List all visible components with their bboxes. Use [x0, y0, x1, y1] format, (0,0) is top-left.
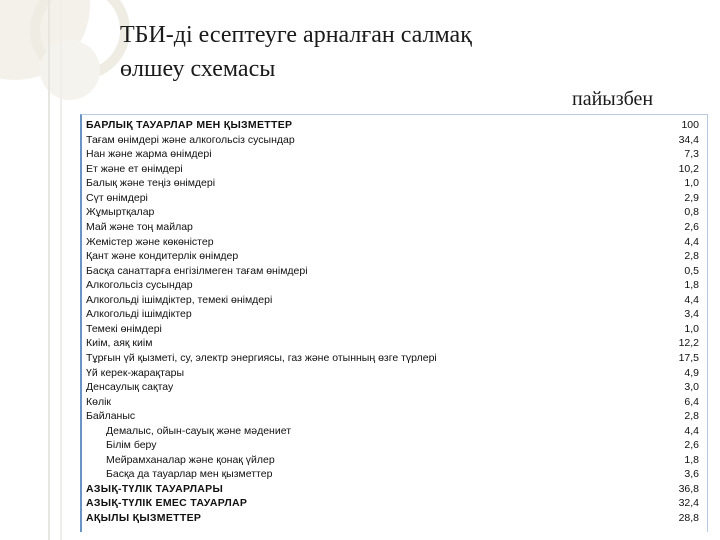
row-label: АЗЫҚ-ТҮЛІК ЕМЕС ТАУАРЛАР: [86, 497, 248, 510]
row-value: 34,4: [678, 133, 699, 146]
row-value: 2,8: [684, 250, 699, 263]
slide-title-line-1: ТБИ-ді есептеуге арналған салмақ: [120, 22, 472, 48]
row-value: 36,8: [678, 482, 699, 495]
decorative-ring: [30, 0, 130, 80]
row-value: 0,5: [684, 264, 699, 277]
table-row: [82, 191, 707, 205]
table-row: [82, 409, 707, 423]
row-value: 2,9: [684, 191, 699, 204]
row-label: Алкогольді ішімдіктер: [86, 308, 192, 321]
row-value: 28,8: [678, 512, 699, 525]
row-value: 3,4: [684, 308, 699, 321]
row-value: 1,0: [684, 177, 699, 190]
table-row: [82, 336, 707, 350]
row-label: Денсаулық сақтау: [86, 381, 174, 394]
row-value: 4,4: [684, 293, 699, 306]
table-row: [82, 234, 707, 248]
table-row: [82, 365, 707, 379]
table-row: [82, 264, 707, 278]
row-label: Көлік: [86, 395, 112, 408]
row-label: Сүт өнімдері: [86, 191, 148, 204]
decorative-circle: [0, 0, 90, 80]
row-value: 2,6: [684, 439, 699, 452]
table-row: [82, 380, 707, 394]
decorative-line: [48, 0, 50, 540]
table-row: [82, 482, 707, 496]
row-value: 2,6: [684, 221, 699, 234]
row-label: Алкогольсіз сусындар: [86, 279, 193, 292]
table-row: [82, 467, 707, 481]
row-value: 3,6: [684, 468, 699, 481]
row-label: Демалыс, ойын-сауық және мәдениет: [106, 424, 292, 437]
table-row: [82, 511, 707, 525]
row-value: 100: [681, 119, 699, 132]
slide-title-line-2: өлшеу схемасы: [120, 56, 276, 82]
row-label: Қант және кондитерлік өнімдер: [86, 250, 239, 263]
row-label: Байланыс: [86, 410, 136, 423]
row-value: 1,0: [684, 322, 699, 335]
row-label: Алкогольді ішімдіктер, темекі өнімдері: [86, 293, 273, 306]
row-label: Тағам өнімдері және алкогольсіз сусындар: [86, 133, 295, 146]
table-row: [82, 394, 707, 408]
table-row: [82, 453, 707, 467]
row-label: Үй керек-жарақтары: [86, 366, 184, 379]
table-row: [82, 307, 707, 321]
weights-table: [80, 114, 708, 532]
table-row: [82, 424, 707, 438]
row-label: Нан және жарма өнімдері: [86, 148, 212, 161]
row-label: БАРЛЫҚ ТАУАРЛАР МЕН ҚЫЗМЕТТЕР: [86, 119, 293, 132]
slide-title: [120, 18, 640, 86]
row-value: 10,2: [678, 162, 699, 175]
row-value: 0,8: [684, 206, 699, 219]
row-value: 32,4: [678, 497, 699, 510]
table-row: [82, 249, 707, 263]
table-row: [82, 293, 707, 307]
unit-label: пайызбен: [572, 88, 654, 110]
row-value: 7,3: [684, 148, 699, 161]
table-row: [82, 438, 707, 452]
decorative-line: [60, 0, 62, 540]
row-label: Балық және теңіз өнімдері: [86, 177, 216, 190]
row-label: Мейрамханалар және қонақ үйлер: [106, 453, 275, 466]
table-row: [82, 322, 707, 336]
row-label: АЗЫҚ-ТҮЛІК ТАУАРЛАРЫ: [86, 482, 224, 495]
row-value: 17,5: [678, 351, 699, 364]
row-label: Ет және ет өнімдері: [86, 162, 183, 175]
table-row: [82, 133, 707, 147]
row-label: Жемістер және көкөністер: [86, 235, 214, 248]
table-row: [82, 118, 707, 132]
row-value: 3,0: [684, 381, 699, 394]
row-value: 6,4: [684, 395, 699, 408]
row-value: 4,4: [684, 235, 699, 248]
row-label: Киім, аяқ киім: [86, 337, 153, 350]
row-label: Темекі өнімдері: [86, 322, 162, 335]
row-label: Басқа да тауарлар мен қызметтер: [106, 468, 273, 481]
table-row: [82, 351, 707, 365]
row-label: Басқа санаттарға енгізілмеген тағам өнімдері: [86, 264, 308, 277]
row-value: 12,2: [678, 337, 699, 350]
table-row: [82, 220, 707, 234]
row-value: 4,4: [684, 424, 699, 437]
row-label: Май және тоң майлар: [86, 221, 193, 234]
table-row: [82, 162, 707, 176]
table-row: [82, 176, 707, 190]
row-value: 1,8: [684, 453, 699, 466]
row-value: 2,8: [684, 410, 699, 423]
row-label: АҚЫЛЫ ҚЫЗМЕТТЕР: [86, 512, 202, 525]
table-row: [82, 278, 707, 292]
table-row: [82, 147, 707, 161]
row-value: 4,9: [684, 366, 699, 379]
table-row: [82, 205, 707, 219]
row-value: 1,8: [684, 279, 699, 292]
row-label: Білім беру: [106, 439, 157, 452]
row-label: Жұмыртқалар: [86, 206, 155, 219]
table-row: [82, 496, 707, 510]
row-label: Тұрғын үй қызметі, су, электр энергиясы, газ және отынның өзге түрлері: [86, 351, 437, 364]
